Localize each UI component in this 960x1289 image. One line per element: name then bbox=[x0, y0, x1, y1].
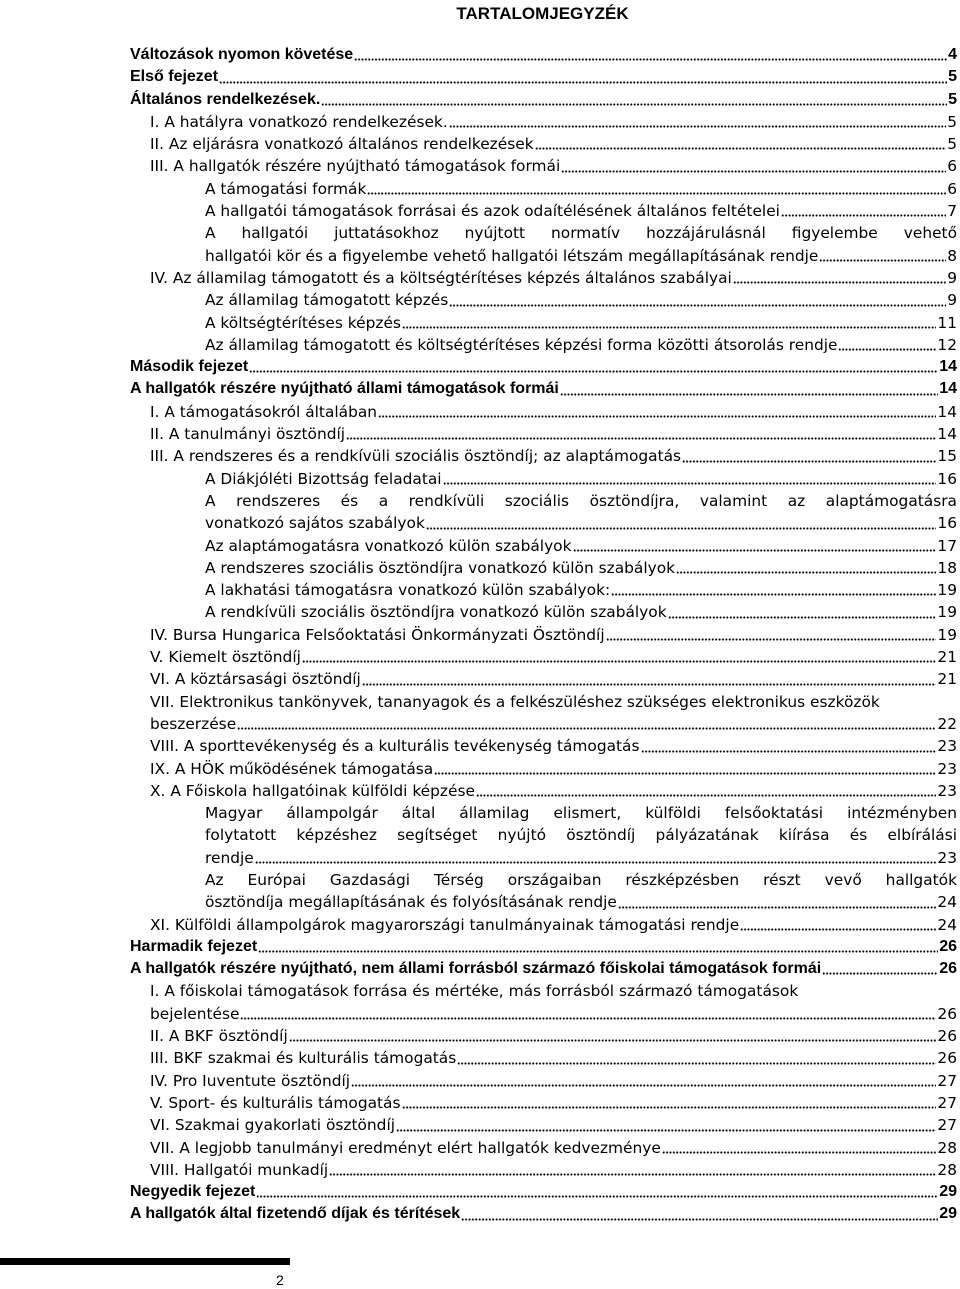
dot-leader bbox=[237, 727, 936, 730]
toc-entry-page: 5 bbox=[947, 135, 957, 154]
toc-entry-text: XI. Külföldi állampolgárok magyarországi tanulmányainak támogatási rendje bbox=[150, 915, 740, 934]
toc-entry-text-line2: rendje bbox=[205, 848, 254, 867]
toc-entry-text: A rendkívüli szociális ösztöndíjra vonatkozó külön szabályok bbox=[205, 603, 667, 622]
dot-leader bbox=[378, 415, 936, 418]
toc-entry-page: 26 bbox=[937, 1004, 957, 1023]
toc-entry[interactable] bbox=[205, 178, 957, 200]
toc-entry[interactable] bbox=[205, 869, 957, 914]
toc-entry-page: 23 bbox=[937, 781, 957, 800]
toc-entry-page: 26 bbox=[937, 1027, 957, 1046]
dot-leader bbox=[561, 170, 946, 173]
dot-leader bbox=[258, 950, 938, 953]
toc-entry[interactable] bbox=[130, 66, 957, 88]
page-number: 2 bbox=[276, 1272, 284, 1288]
toc-entry[interactable] bbox=[150, 1114, 957, 1136]
dot-leader bbox=[434, 772, 936, 775]
toc-entry-page: 28 bbox=[937, 1160, 957, 1179]
toc-entry-page: 5 bbox=[948, 68, 957, 86]
toc-entry[interactable] bbox=[130, 1181, 957, 1203]
toc-entry-page: 24 bbox=[937, 893, 957, 912]
dot-leader bbox=[367, 192, 946, 195]
toc-entry[interactable] bbox=[205, 490, 957, 535]
dot-leader bbox=[573, 549, 937, 552]
toc-entry[interactable] bbox=[150, 646, 957, 668]
toc-entry[interactable] bbox=[130, 356, 957, 378]
toc-entry-text: VII. A legjobb tanulmányi eredményt elért hallgatók kedvezménye bbox=[150, 1138, 661, 1157]
toc-entry[interactable] bbox=[150, 1092, 957, 1114]
toc-entry[interactable] bbox=[150, 914, 957, 936]
toc-entry-text-line1: VII. Elektronikus tankönyvek, tananyagok és a felkészüléshez szükséges elektronikus eszközök bbox=[150, 692, 880, 711]
toc-entry-page: 14 bbox=[937, 402, 957, 421]
toc-entry-page: 26 bbox=[939, 960, 957, 978]
toc-entry-page: 11 bbox=[937, 313, 957, 332]
toc-entry[interactable] bbox=[205, 312, 957, 334]
toc-entry[interactable] bbox=[150, 1137, 957, 1159]
toc-entry-text: II. A BKF ösztöndíj bbox=[150, 1027, 288, 1046]
toc-entry-page: 19 bbox=[937, 603, 957, 622]
toc-entry-page: 8 bbox=[947, 246, 957, 265]
toc-entry-text-line1: Magyar állampolgár által államilag elismert, külföldi felsőoktatási intézményben bbox=[205, 804, 957, 823]
footer-divider-bar bbox=[0, 1258, 290, 1265]
toc-entry-text: II. Az eljárásra vonatkozó általános rendelkezések bbox=[150, 135, 534, 154]
toc-entry[interactable] bbox=[130, 89, 957, 111]
dot-leader bbox=[255, 861, 937, 864]
toc-entry-page: 4 bbox=[948, 46, 957, 63]
dot-leader bbox=[219, 81, 947, 84]
dot-leader bbox=[402, 326, 936, 329]
toc-entry-text: A rendszeres szociális ösztöndíjra vonatkozó külön szabályok bbox=[205, 558, 676, 577]
toc-entry-page: 9 bbox=[947, 268, 957, 287]
toc-entry-text: I. A támogatásokról általában bbox=[150, 402, 378, 421]
toc-entry-page: 22 bbox=[937, 714, 957, 733]
toc-entry[interactable] bbox=[150, 423, 957, 445]
toc-entry-text: A támogatási formák bbox=[205, 179, 367, 198]
toc-entry-text: VIII. A sporttevékenység és a kulturális tevékenység támogatás bbox=[150, 737, 640, 756]
dot-leader bbox=[240, 1017, 936, 1020]
toc-entry[interactable] bbox=[205, 579, 957, 601]
toc-entry-text-line2: beszerzése bbox=[150, 714, 237, 733]
toc-entry-text-line2: ösztöndíja megállapításának és folyósításának rendje bbox=[205, 893, 617, 912]
toc-entry[interactable] bbox=[205, 802, 957, 869]
toc-entry-text-line1: I. A főiskolai támogatások forrása és mértéke, más forrásból származó támogatások bbox=[150, 982, 799, 1001]
toc-entry[interactable] bbox=[150, 401, 957, 423]
toc-entry-page: 24 bbox=[937, 915, 957, 934]
toc-entry[interactable] bbox=[205, 289, 957, 311]
toc-entry[interactable] bbox=[150, 980, 957, 1025]
toc-entry[interactable] bbox=[150, 155, 957, 177]
toc-entry-text-line1: Az Európai Gazdasági Térség országaiban részképzésben részt vevő hallgatók bbox=[205, 870, 957, 889]
dot-leader bbox=[740, 928, 936, 931]
toc-entry[interactable] bbox=[150, 691, 957, 736]
dot-leader bbox=[449, 304, 946, 307]
toc-entry[interactable] bbox=[150, 267, 957, 289]
toc-title: TARTALOMJEGYZÉK bbox=[456, 4, 629, 23]
toc-entry-page: 29 bbox=[939, 1205, 957, 1223]
toc-entry-text-line2: vonatkozó sajátos szabályok bbox=[205, 514, 425, 533]
toc-entry[interactable] bbox=[150, 445, 957, 467]
dot-leader bbox=[346, 437, 936, 440]
toc-entry-page: 5 bbox=[948, 90, 957, 108]
toc-entry-text: Az alaptámogatásra vonatkozó külön szabályok bbox=[205, 536, 572, 555]
toc-entry[interactable] bbox=[130, 378, 957, 400]
toc-entry[interactable] bbox=[150, 1070, 957, 1092]
toc-entry-page: 14 bbox=[937, 425, 957, 444]
toc-entry-page: 26 bbox=[937, 1049, 957, 1068]
toc-entry-page: 16 bbox=[937, 514, 957, 533]
toc-entry-text: A költségtérítéses képzés bbox=[205, 313, 401, 332]
toc-entry-text: IV. Bursa Hungarica Felsőoktatási Önkormányzati Ösztöndíj bbox=[150, 625, 605, 644]
toc-entry[interactable] bbox=[150, 1047, 957, 1069]
toc-entry-page: 5 bbox=[947, 112, 957, 131]
toc-entry-page: 29 bbox=[939, 1183, 957, 1201]
dot-leader bbox=[819, 259, 946, 262]
toc-entry-text: IX. A HÖK működésének támogatása bbox=[150, 759, 434, 778]
toc-entry-page: 21 bbox=[937, 648, 957, 667]
dot-leader bbox=[443, 482, 937, 485]
toc-entry[interactable] bbox=[130, 1203, 957, 1225]
toc-entry[interactable] bbox=[150, 1025, 957, 1047]
toc-entry[interactable] bbox=[205, 200, 957, 222]
dot-leader bbox=[668, 616, 937, 619]
toc-entry-page: 18 bbox=[937, 558, 957, 577]
toc-entry[interactable] bbox=[205, 535, 957, 557]
dot-leader bbox=[329, 1173, 936, 1176]
toc-entry[interactable] bbox=[205, 334, 957, 356]
toc-entry[interactable] bbox=[150, 780, 957, 802]
toc-entry-text: V. Sport- és kulturális támogatás bbox=[150, 1093, 401, 1112]
toc-entry-text: VI. A köztársasági ösztöndíj bbox=[150, 670, 361, 689]
toc-entry-text: VI. Szakmai gyakorlati ösztöndíj bbox=[150, 1116, 396, 1135]
dot-leader bbox=[426, 527, 937, 530]
toc-entry-page: 23 bbox=[937, 848, 957, 867]
dot-leader bbox=[402, 1106, 937, 1109]
toc-entry-page: 21 bbox=[937, 670, 957, 689]
toc-entry[interactable] bbox=[150, 735, 957, 757]
dot-leader bbox=[822, 972, 938, 975]
toc-entry-page: 27 bbox=[937, 1116, 957, 1135]
toc-entry-text: III. BKF szakmai és kulturális támogatás bbox=[150, 1049, 457, 1068]
dot-leader bbox=[354, 58, 947, 61]
toc-entry-page: 7 bbox=[947, 202, 957, 221]
toc-entry-text: A hallgatók részére nyújtható állami támogatások formái bbox=[130, 380, 559, 398]
toc-entry-text: A hallgatói támogatások forrásai és azok odaítélésének általános feltételei bbox=[205, 202, 780, 221]
toc-entry-page: 15 bbox=[937, 447, 957, 466]
toc-entry-text-line1b: folytatott képzéshez segítséget nyújtó ösztöndíj pályázatának kiírása és elbírálási bbox=[205, 826, 957, 845]
toc-entry-text: Változások nyomon követése bbox=[130, 46, 354, 63]
toc-entry-page: 9 bbox=[947, 291, 957, 310]
toc-entry-text: A Diákjóléti Bizottság feladatai bbox=[205, 469, 442, 488]
toc-entry-text: III. A rendszeres és a rendkívüli szociális ösztöndíj; az alaptámogatás bbox=[150, 447, 682, 466]
dot-leader bbox=[461, 1218, 938, 1221]
toc-entry[interactable] bbox=[150, 668, 957, 690]
toc-entry-text: Negyedik fejezet bbox=[130, 1183, 256, 1201]
toc-entry-text: IV. Pro Iuventute ösztöndíj bbox=[150, 1071, 351, 1090]
toc-entry[interactable] bbox=[205, 222, 957, 267]
toc-entry-text: X. A Főiskola hallgatóinak külföldi képzése bbox=[150, 781, 475, 800]
dot-leader bbox=[781, 214, 946, 217]
toc-entry[interactable] bbox=[150, 1159, 957, 1181]
toc-entry[interactable] bbox=[205, 557, 957, 579]
toc-entry-page: 26 bbox=[939, 937, 957, 955]
dot-leader bbox=[618, 906, 937, 909]
dot-leader bbox=[256, 1195, 938, 1198]
dot-leader bbox=[302, 660, 937, 663]
toc-entry-page: 23 bbox=[937, 737, 957, 756]
toc-entry-page: 16 bbox=[937, 469, 957, 488]
toc-entry-page: 6 bbox=[947, 157, 957, 176]
toc-entry[interactable] bbox=[150, 624, 957, 646]
toc-entry-text: III. A hallgatók részére nyújtható támogatások formái bbox=[150, 157, 561, 176]
toc-entry-page: 17 bbox=[937, 536, 957, 555]
toc-entry-page: 6 bbox=[947, 179, 957, 198]
toc-entry-page: 14 bbox=[939, 380, 957, 398]
dot-leader bbox=[476, 794, 936, 797]
dot-leader bbox=[362, 683, 937, 686]
toc-entry-text: Második fejezet bbox=[130, 358, 249, 376]
toc-entry-text: II. A tanulmányi ösztöndíj bbox=[150, 425, 346, 444]
toc-entry-text: I. A hatályra vonatkozó rendelkezések. bbox=[150, 112, 448, 131]
toc-entry-page: 12 bbox=[937, 335, 957, 354]
toc-entry[interactable] bbox=[150, 111, 957, 133]
toc-entry-text-line2: hallgatói kör és a figyelembe vehető hallgatói létszám megállapításának rendje bbox=[205, 246, 819, 265]
toc-entry[interactable] bbox=[150, 133, 957, 155]
toc-entry-page: 19 bbox=[937, 581, 957, 600]
toc-entry-text: A hallgatók által fizetendő díjak és térítések bbox=[130, 1205, 461, 1223]
toc-entry-text-line1: A hallgatói juttatásokhoz nyújtott normatív hozzájárulásnál figyelembe vehető bbox=[205, 224, 957, 243]
toc-entry-text: A hallgatók részére nyújtható, nem állami forrásból származó főiskolai támogatások formái bbox=[130, 960, 822, 978]
toc-entry-page: 27 bbox=[937, 1093, 957, 1112]
toc-entry-text: Első fejezet bbox=[130, 68, 219, 86]
table-of-contents bbox=[130, 44, 957, 1226]
dot-leader bbox=[396, 1129, 936, 1132]
dot-leader bbox=[838, 348, 936, 351]
dot-leader bbox=[682, 460, 936, 463]
toc-entry-text: VIII. Hallgatói munkadíj bbox=[150, 1160, 329, 1179]
toc-entry-text: V. Kiemelt ösztöndíj bbox=[150, 648, 301, 667]
toc-entry-page: 19 bbox=[937, 625, 957, 644]
dot-leader bbox=[535, 147, 947, 150]
toc-entry-text: Általános rendelkezések. bbox=[130, 90, 321, 108]
dot-leader bbox=[351, 1084, 936, 1087]
dot-leader bbox=[249, 370, 938, 373]
toc-entry[interactable] bbox=[130, 44, 957, 66]
dot-leader bbox=[611, 593, 936, 596]
toc-entry-text: A lakhatási támogatásra vonatkozó külön szabályok: bbox=[205, 581, 611, 600]
toc-entry-text: IV. Az államilag támogatott és a költségtérítéses képzés általános szabályai bbox=[150, 268, 732, 287]
toc-entry-text-line2: bejelentése bbox=[150, 1004, 240, 1023]
toc-entry[interactable] bbox=[130, 958, 957, 980]
toc-entry[interactable] bbox=[205, 468, 957, 490]
dot-leader bbox=[449, 125, 946, 128]
dot-leader bbox=[606, 638, 937, 641]
dot-leader bbox=[662, 1151, 937, 1154]
dot-leader bbox=[321, 103, 947, 106]
dot-leader bbox=[289, 1039, 937, 1042]
toc-entry-text-line1: A rendszeres és a rendkívüli szociális ösztöndíjra, valamint az alaptámogatásra bbox=[205, 491, 957, 510]
toc-entry-page: 14 bbox=[939, 358, 957, 376]
toc-entry-text: Az államilag támogatott és költségtérítéses képzési forma közötti átsorolás rendje bbox=[205, 335, 838, 354]
toc-entry-text: Az államilag támogatott képzés bbox=[205, 291, 449, 310]
toc-entry[interactable] bbox=[150, 758, 957, 780]
toc-entry[interactable] bbox=[130, 936, 957, 958]
toc-entry-page: 27 bbox=[937, 1071, 957, 1090]
toc-entry-page: 28 bbox=[937, 1138, 957, 1157]
toc-entry[interactable] bbox=[205, 601, 957, 623]
dot-leader bbox=[641, 750, 937, 753]
dot-leader bbox=[560, 393, 938, 396]
dot-leader bbox=[676, 571, 936, 574]
toc-entry-text: Harmadik fejezet bbox=[130, 937, 258, 955]
toc-entry-page: 23 bbox=[937, 759, 957, 778]
dot-leader bbox=[733, 281, 946, 284]
dot-leader bbox=[457, 1062, 936, 1065]
